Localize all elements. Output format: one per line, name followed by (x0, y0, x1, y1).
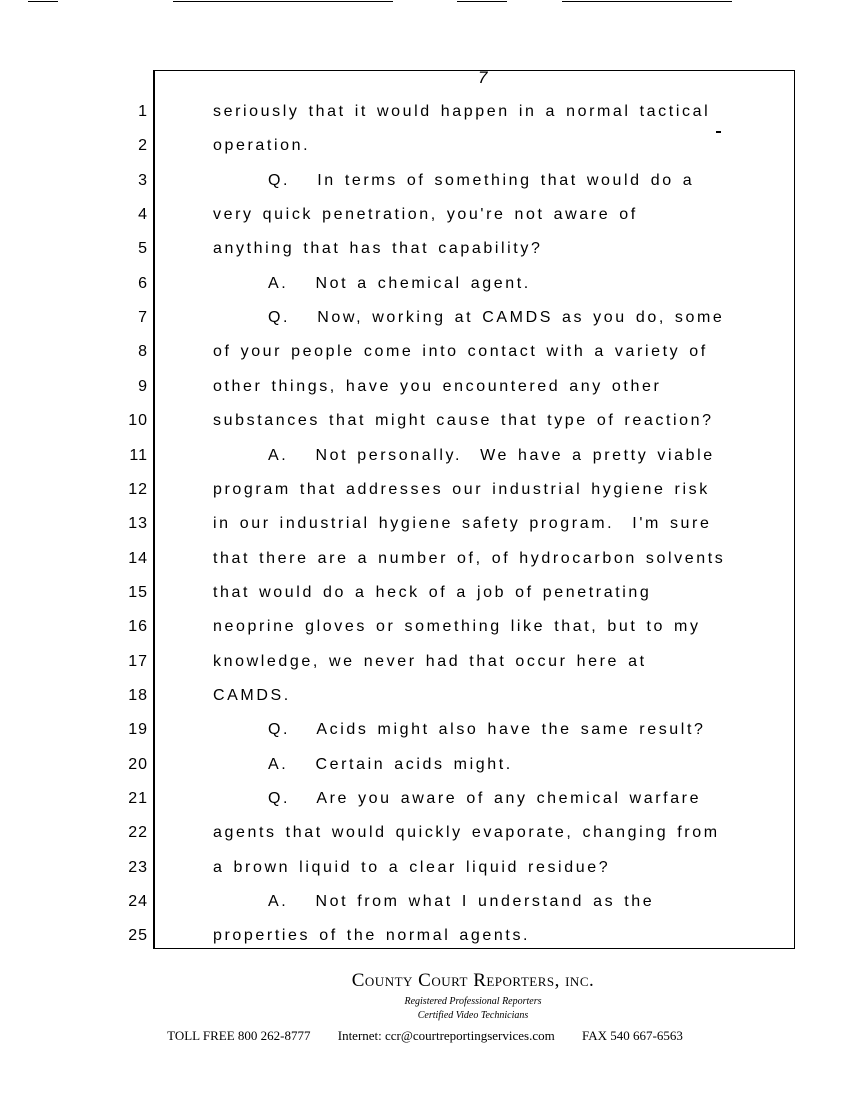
toll-free-number: TOLL FREE 800 262-8777 (167, 1028, 311, 1043)
line-number: 22 (128, 824, 148, 842)
line-number: 11 (129, 446, 148, 464)
line-number: 13 (128, 515, 148, 533)
line-text: Q. In terms of something that would do a (268, 171, 695, 189)
line-number: 16 (128, 618, 148, 636)
line-text: Q. Now, working at CAMDS as you do, some (268, 309, 725, 327)
transcript-line (0, 687, 850, 721)
line-number: 5 (138, 240, 148, 258)
line-text: operation. (213, 137, 311, 155)
contact-info (0, 1028, 850, 1044)
line-text: neoprine gloves or something like that, but to my (213, 618, 701, 636)
transcript-line (0, 275, 850, 309)
scan-artifact (28, 1, 58, 2)
transcript-line (0, 653, 850, 687)
line-number: 21 (128, 790, 148, 807)
transcript-line (0, 515, 850, 549)
line-number: 18 (128, 686, 148, 704)
line-number: 9 (138, 377, 148, 395)
line-number: 12 (128, 480, 148, 498)
line-number: 2 (138, 137, 148, 155)
line-number: 23 (128, 858, 148, 876)
scan-artifact (457, 1, 507, 2)
transcript-line (0, 309, 850, 343)
line-text: a brown liquid to a clear liquid residue? (213, 858, 611, 876)
line-number: 15 (128, 583, 148, 601)
transcript-line (0, 103, 850, 137)
transcript-line (0, 824, 850, 858)
line-number: 1 (138, 103, 148, 120)
line-text: that would do a heck of a job of penetrating (213, 583, 652, 601)
line-number: 19 (128, 721, 148, 739)
line-text: agents that would quickly evaporate, changing from (213, 824, 720, 842)
line-number: 17 (128, 652, 148, 670)
page-number: 7 (478, 68, 488, 87)
scan-artifact (173, 1, 393, 2)
line-number: 4 (138, 206, 148, 224)
transcript-line (0, 790, 850, 824)
line-text: other things, have you encountered any other (213, 377, 662, 395)
transcript-line (0, 893, 850, 927)
transcript-line (0, 172, 850, 206)
line-text: A. Not personally. We have a pretty viable (268, 446, 715, 464)
line-text: A. Not from what I understand as the (268, 893, 655, 911)
transcript-line (0, 721, 850, 755)
line-number: 7 (138, 309, 148, 327)
line-text: of your people come into contact with a variety of (213, 343, 708, 361)
transcript-line (0, 859, 850, 893)
fax-number: FAX 540 667-6563 (581, 1028, 683, 1043)
transcript-line (0, 240, 850, 274)
line-text: in our industrial hygiene safety program. I'm sure (213, 515, 712, 533)
line-number: 14 (128, 549, 148, 567)
internet-email: Internet: ccr@courtreportingservices.com (337, 1028, 555, 1043)
transcript-line (0, 927, 850, 961)
line-text: substances that might cause that type of reaction? (213, 412, 714, 430)
line-text: A. Certain acids might. (268, 755, 513, 773)
line-text: that there are a number of, of hydrocarbon solvents (213, 549, 726, 567)
firm-tagline-2: Certified Video Technicians (417, 1010, 529, 1021)
transcript-line (0, 584, 850, 618)
transcript-line (0, 412, 850, 446)
line-number: 20 (128, 755, 148, 773)
line-text: seriously that it would happen in a normal tactical (213, 103, 711, 120)
line-text: program that addresses our industrial hygiene risk (213, 480, 710, 498)
line-text: Q. Are you aware of any chemical warfare (268, 790, 702, 807)
line-number: 25 (128, 927, 148, 945)
transcript-line (0, 756, 850, 790)
transcript-line (0, 481, 850, 515)
line-text: Q. Acids might also have the same result? (268, 721, 706, 739)
line-number: 6 (138, 274, 148, 292)
line-text: A. Not a chemical agent. (268, 274, 531, 292)
transcript-line (0, 137, 850, 171)
line-number: 8 (138, 343, 148, 361)
line-number: 3 (138, 171, 148, 189)
line-text: knowledge, we never had that occur here at (213, 652, 647, 670)
line-text: CAMDS. (213, 686, 291, 704)
transcript-line (0, 206, 850, 240)
line-number: 10 (128, 412, 148, 430)
transcript-line (0, 618, 850, 652)
transcript-line (0, 447, 850, 481)
line-number: 24 (128, 893, 148, 911)
scan-artifact (562, 1, 732, 2)
line-text: anything that has that capability? (213, 240, 543, 258)
line-text: properties of the normal agents. (213, 927, 531, 945)
firm-name: County Court Reporters, inc. (351, 970, 595, 991)
firm-tagline-1: Registered Professional Reporters (404, 996, 542, 1007)
transcript-line (0, 378, 850, 412)
transcript-line (0, 550, 850, 584)
line-text: very quick penetration, you're not aware of (213, 206, 638, 224)
transcript-line (0, 343, 850, 377)
